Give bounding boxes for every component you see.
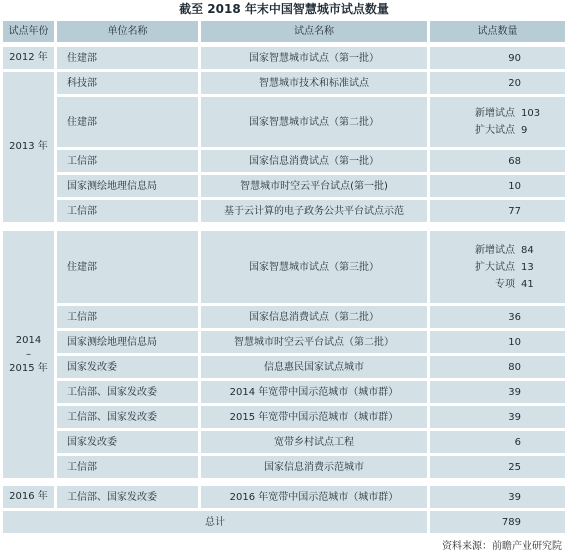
total-label: 总计	[205, 516, 225, 528]
unit-name: 工信部	[67, 311, 97, 323]
pilot-cell	[201, 381, 427, 403]
pilot-name: 基于云计算的电子政务公共平台试点示范	[224, 205, 404, 217]
pilot-name: 信息惠民国家试点城市	[264, 361, 364, 373]
count-cell	[430, 72, 565, 94]
unit-cell	[57, 200, 198, 222]
pilot-cell	[201, 486, 427, 508]
source-note: 资料来源：前瞻产业研究院	[442, 541, 562, 552]
pilot-name: 国家智慧城市试点（第一批）	[249, 52, 379, 64]
unit-name: 工信部	[67, 461, 97, 473]
count-cell	[430, 331, 565, 353]
sub-count-line	[475, 259, 541, 276]
unit-name: 工信部、国家发改委	[67, 386, 157, 398]
sub-count-list	[475, 105, 541, 139]
unit-cell	[57, 431, 198, 453]
unit-cell	[57, 381, 198, 403]
unit-name: 工信部	[67, 205, 97, 217]
pilot-cell	[201, 72, 427, 94]
sub-count-value: 41	[521, 278, 534, 290]
count-value: 20	[508, 77, 521, 89]
unit-cell	[57, 72, 198, 94]
count-value: 25	[508, 461, 521, 473]
table-title: 截至 2018 年末中国智慧城市试点数量	[179, 2, 389, 16]
unit-cell	[57, 175, 198, 197]
header-year	[3, 21, 54, 42]
unit-cell	[57, 231, 198, 303]
pilot-name: 国家信息消费试点（第一批）	[249, 155, 379, 167]
pilot-name: 智慧城市技术和标准试点	[259, 77, 369, 89]
total-label-cell	[3, 511, 427, 533]
pilot-cell	[201, 150, 427, 172]
count-cell	[430, 431, 565, 453]
sub-count-label: 扩大试点	[475, 125, 515, 136]
sub-count-label: 新增试点	[475, 244, 515, 256]
pilot-cell	[201, 47, 427, 69]
count-cell	[430, 200, 565, 222]
unit-name: 科技部	[67, 77, 97, 89]
count-cell	[430, 356, 565, 378]
pilot-name: 国家智慧城市试点（第二批）	[249, 116, 379, 128]
unit-name: 国家发改委	[67, 436, 117, 448]
sub-count-line	[495, 276, 541, 293]
unit-name: 国家发改委	[67, 361, 117, 373]
total-count: 789	[501, 516, 521, 528]
unit-cell	[57, 331, 198, 353]
sub-count-line	[475, 122, 541, 139]
pilot-name: 智慧城市时空云平台试点(第一批)	[240, 180, 388, 192]
pilot-cell	[201, 200, 427, 222]
unit-name: 工信部、国家发改委	[67, 411, 157, 423]
count-cell	[430, 486, 565, 508]
year-label: 2013 年	[9, 141, 48, 152]
year-label: 2016 年	[9, 491, 48, 502]
sub-count-value: 9	[521, 125, 528, 136]
unit-cell	[57, 306, 198, 328]
count-cell	[430, 406, 565, 428]
sub-count-line	[475, 242, 541, 259]
count-value: 90	[508, 52, 521, 64]
unit-cell	[57, 456, 198, 478]
pilot-cell	[201, 331, 427, 353]
year-cell	[3, 231, 54, 478]
unit-name: 住建部	[67, 261, 97, 273]
count-cell	[430, 381, 565, 403]
sub-count-line	[475, 105, 541, 122]
count-cell	[430, 231, 565, 303]
count-value: 10	[508, 336, 521, 348]
sub-count-label: 专项	[495, 278, 515, 290]
unit-cell	[57, 47, 198, 69]
header-unit	[57, 21, 198, 42]
count-value: 36	[508, 311, 521, 323]
year-cell	[3, 47, 54, 69]
sub-count-value: 103	[521, 108, 541, 119]
year-label: 2012 年	[9, 52, 48, 63]
pilot-cell	[201, 231, 427, 303]
pilot-cell	[201, 456, 427, 478]
header-pilot	[201, 21, 427, 42]
pilot-cell	[201, 406, 427, 428]
sub-count-list	[475, 242, 541, 293]
count-cell	[430, 47, 565, 69]
year-cell	[3, 72, 54, 222]
pilot-name: 智慧城市时空云平台试点（第二批）	[234, 336, 394, 348]
pilot-name: 宽带乡村试点工程	[274, 436, 354, 448]
count-cell	[430, 97, 565, 147]
unit-name: 国家测绘地理信息局	[67, 180, 157, 192]
pilot-name: 国家智慧城市试点（第三批）	[249, 261, 379, 273]
header-pilot-label: 试点名称	[294, 26, 334, 37]
pilot-cell	[201, 175, 427, 197]
unit-cell	[57, 406, 198, 428]
count-value: 68	[508, 155, 521, 167]
total-count-cell	[430, 511, 565, 533]
count-cell	[430, 150, 565, 172]
count-value: 39	[508, 411, 521, 423]
unit-cell	[57, 150, 198, 172]
header-unit-label: 单位名称	[107, 26, 148, 37]
count-value: 80	[508, 361, 521, 373]
pilot-name: 2014 年宽带中国示范城市（城市群）	[229, 386, 399, 398]
header-count-label: 试点数量	[477, 26, 518, 37]
count-value: 39	[508, 386, 521, 398]
unit-cell	[57, 97, 198, 147]
year-cell	[3, 486, 54, 508]
sub-count-label: 新增试点	[475, 108, 515, 119]
unit-name: 工信部	[67, 155, 97, 167]
unit-cell	[57, 486, 198, 508]
header-year-label: 试点年份	[8, 26, 49, 37]
sub-count-label: 扩大试点	[475, 261, 515, 273]
count-value: 77	[508, 205, 521, 217]
unit-name: 国家测绘地理信息局	[67, 336, 157, 348]
pilot-cell	[201, 431, 427, 453]
unit-name: 住建部	[67, 116, 97, 128]
count-value: 39	[508, 491, 521, 503]
count-cell	[430, 456, 565, 478]
pilot-name: 2016 年宽带中国示范城市（城市群）	[229, 491, 399, 503]
sub-count-value: 13	[521, 261, 534, 273]
pilot-name: 国家信息消费示范城市	[264, 461, 364, 473]
unit-name: 住建部	[67, 52, 97, 64]
header-count	[430, 21, 565, 42]
count-cell	[430, 306, 565, 328]
unit-cell	[57, 356, 198, 378]
pilot-cell	[201, 306, 427, 328]
pilot-cell	[201, 356, 427, 378]
count-cell	[430, 175, 565, 197]
year-label: 2014 – 2015 年	[9, 334, 48, 374]
pilot-name: 国家信息消费试点（第二批）	[249, 311, 379, 323]
count-value: 10	[508, 180, 521, 192]
count-value: 6	[514, 436, 521, 448]
pilot-name: 2015 年宽带中国示范城市（城市群）	[229, 411, 399, 423]
pilot-cell	[201, 97, 427, 147]
sub-count-value: 84	[521, 244, 534, 256]
unit-name: 工信部、国家发改委	[67, 491, 157, 503]
